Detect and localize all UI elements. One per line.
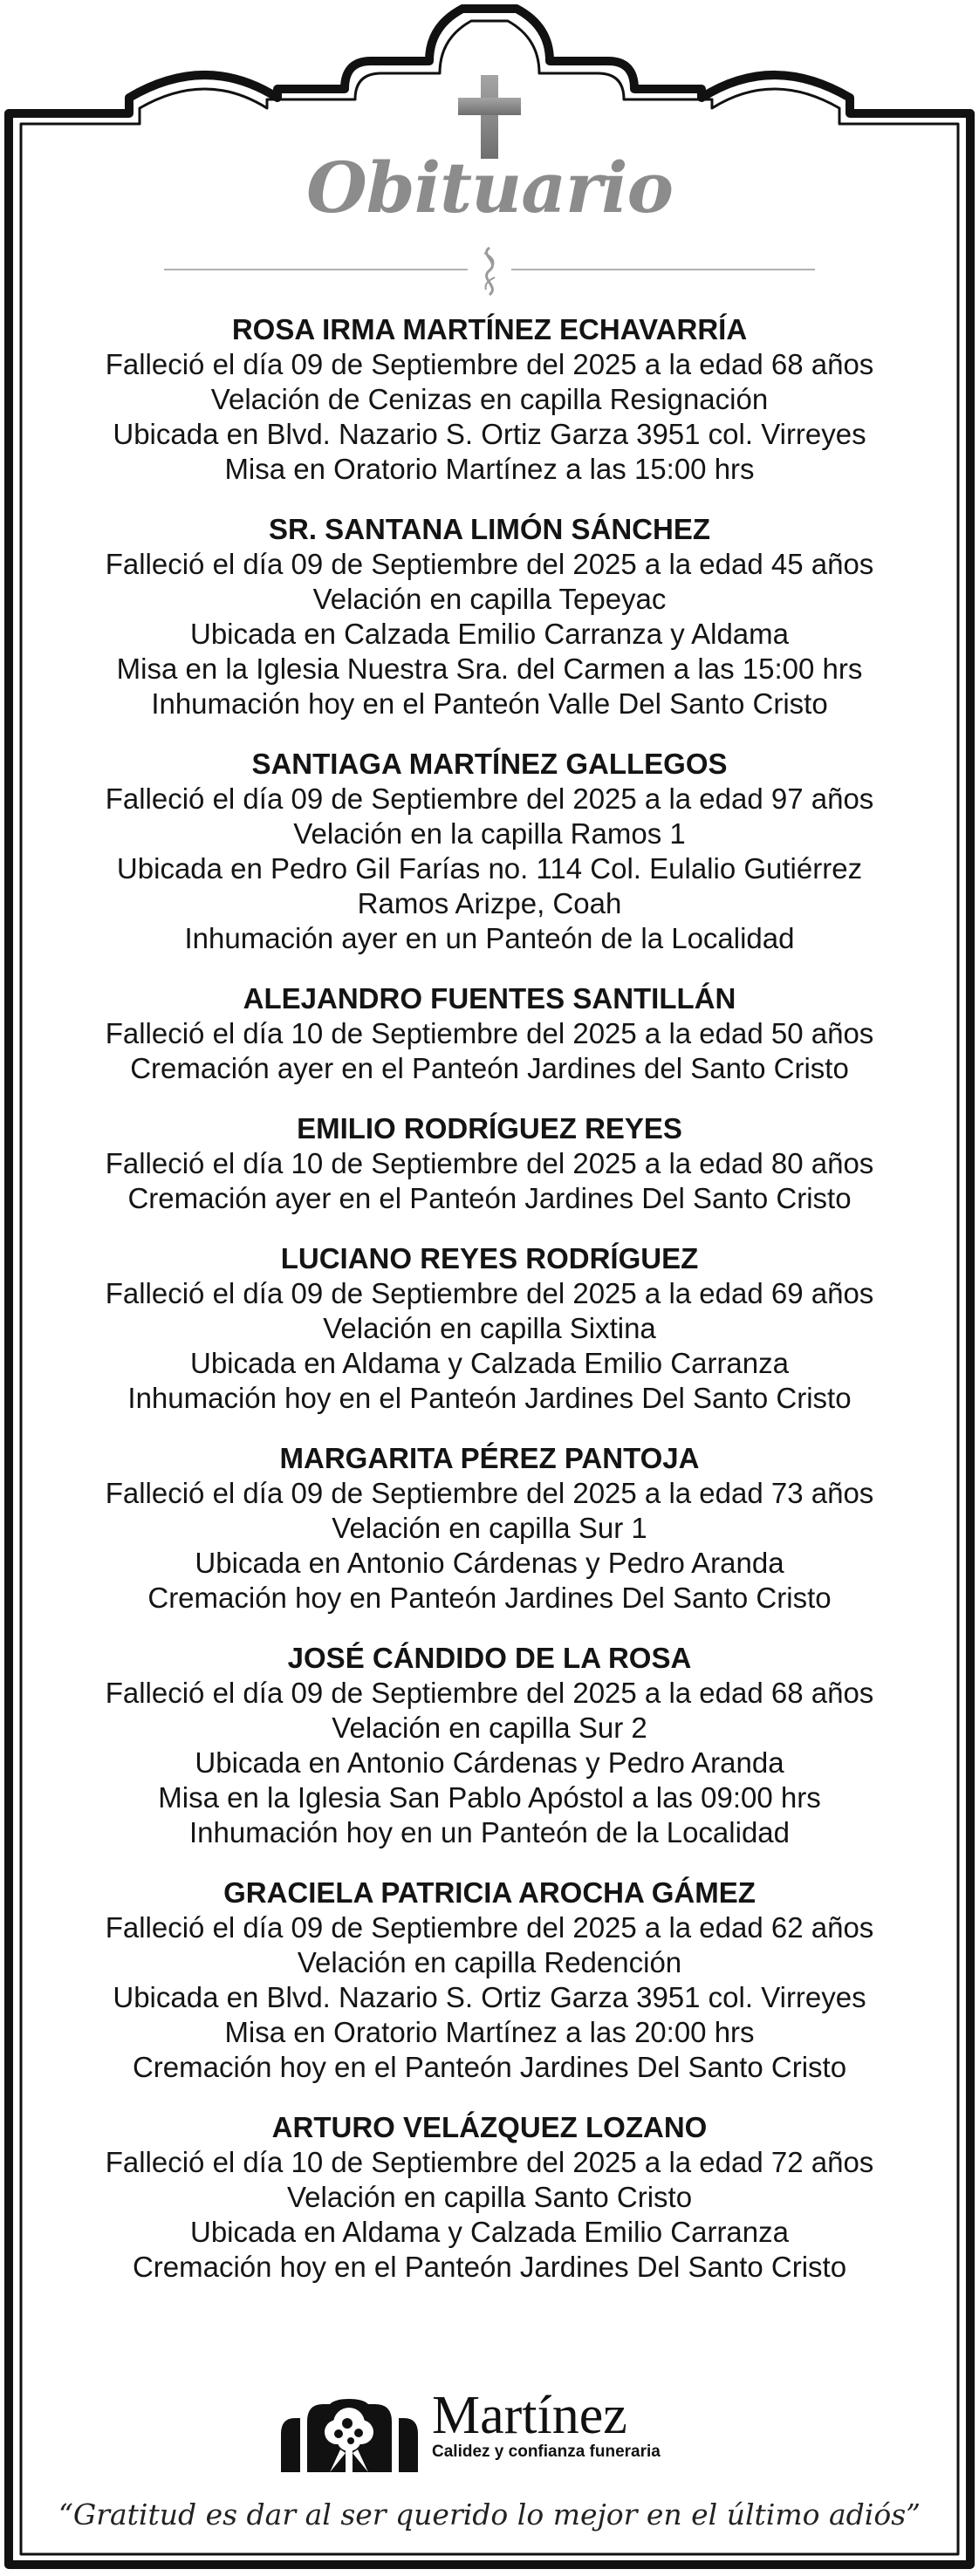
obituary-detail-line: Velación en capilla Redención — [297, 1946, 682, 1978]
obituary-detail-line: Falleció el día 09 de Septiembre del 2025 a la edad 73 años — [105, 1477, 874, 1509]
obituary-list — [52, 312, 927, 2310]
obituary-detail-line: Falleció el día 10 de Septiembre del 2025 a la edad 72 años — [105, 2146, 874, 2178]
obituary-entry — [52, 981, 927, 1086]
divider-left — [164, 269, 468, 270]
obituary-entry — [52, 1241, 927, 1416]
deceased-name: ROSA IRMA MARTÍNEZ ECHAVARRÍA — [231, 313, 748, 345]
obituary-detail-line: Inhumación ayer en un Panteón de la Localidad — [184, 922, 795, 954]
obituary-detail-line: Velación en capilla Sixtina — [323, 1312, 656, 1344]
deceased-name: LUCIANO REYES RODRÍGUEZ — [280, 1242, 699, 1274]
obituary-detail-line: Misa en la Iglesia Nuestra Sra. del Carmen a las 15:00 hrs — [116, 653, 863, 685]
deceased-name: SR. SANTANA LIMÓN SÁNCHEZ — [269, 513, 710, 545]
obituary-detail-line: Velación en capilla Tepeyac — [312, 583, 667, 615]
obituary-detail-line: Inhumación hoy en el Panteón Jardines Del Santo Cristo — [127, 1382, 852, 1414]
obituary-detail-line: Misa en Oratorio Martínez a las 15:00 hrs — [224, 453, 755, 485]
obituary-detail-line: Ubicada en Blvd. Nazario S. Ortiz Garza 3951 col. Virreyes — [113, 1981, 866, 2013]
brand-tagline: Calidez y confianza funeraria — [432, 2443, 661, 2461]
page-title: Obituario — [306, 147, 673, 229]
obituary-detail-line: Velación en capilla Santo Cristo — [286, 2181, 693, 2213]
obituary-detail-line: Cremación ayer en el Panteón Jardines del Santo Cristo — [130, 1052, 849, 1084]
obituary-detail-line: Inhumación hoy en el Panteón Valle Del Santo Cristo — [151, 687, 828, 720]
obituary-detail-line: Velación en la capilla Ramos 1 — [293, 817, 686, 850]
obituary-entry — [52, 512, 927, 721]
divider-right — [511, 269, 815, 270]
obituary-detail-line: Misa en la Iglesia San Pablo Apóstol a las 09:00 hrs — [158, 1781, 821, 1814]
flourish-icon — [476, 246, 503, 297]
obituary-detail-line: Cremación hoy en Panteón Jardines Del Santo Cristo — [147, 1582, 832, 1614]
obituary-detail-line: Falleció el día 10 de Septiembre del 2025 a la edad 50 años — [105, 1017, 874, 1049]
obituary-detail-line: Falleció el día 09 de Septiembre del 2025 a la edad 68 años — [105, 1677, 874, 1709]
obituary-entry — [52, 1111, 927, 1216]
obituary-detail-line: Ubicada en Calzada Emilio Carranza y Aldama — [189, 618, 789, 650]
footer-quote: “Gratitud es dar al ser querido lo mejor en el último adiós” — [58, 2497, 921, 2532]
obituary-detail-line: Falleció el día 09 de Septiembre del 2025 a la edad 62 años — [105, 1911, 874, 1944]
obituary-detail-line: Cremación hoy en el Panteón Jardines Del Santo Cristo — [132, 2051, 847, 2083]
obituary-detail-line: Ramos Arizpe, Coah — [357, 887, 622, 919]
obituary-detail-line: Falleció el día 09 de Septiembre del 2025 a la edad 68 años — [105, 348, 874, 380]
obituary-detail-line: Velación en capilla Sur 2 — [332, 1712, 647, 1744]
obituary-detail-line: Cremación hoy en el Panteón Jardines Del Santo Cristo — [132, 2251, 847, 2283]
obituary-entry — [52, 312, 927, 487]
obituary-entry — [52, 1641, 927, 1850]
obituary-detail-line: Cremación ayer en el Panteón Jardines Del Santo Cristo — [127, 1182, 852, 1214]
obituary-detail-line: Falleció el día 09 de Septiembre del 2025 a la edad 45 años — [105, 548, 874, 580]
obituary-detail-line: Ubicada en Antonio Cárdenas y Pedro Aranda — [195, 1547, 784, 1579]
chapel-tree-logo-icon — [277, 2397, 421, 2472]
deceased-name: JOSÉ CÁNDIDO DE LA ROSA — [287, 1642, 692, 1674]
obituary-detail-line: Misa en Oratorio Martínez a las 20:00 hrs — [224, 2016, 755, 2048]
deceased-name: ARTURO VELÁZQUEZ LOZANO — [271, 2111, 708, 2143]
obituary-detail-line: Falleció el día 09 de Septiembre del 2025 a la edad 69 años — [105, 1277, 874, 1309]
obituary-detail-line: Ubicada en Aldama y Calzada Emilio Carranza — [189, 1347, 789, 1379]
obituary-detail-line: Ubicada en Aldama y Calzada Emilio Carranza — [189, 2216, 789, 2248]
deceased-name: EMILIO RODRÍGUEZ REYES — [297, 1112, 682, 1145]
deceased-name: GRACIELA PATRICIA AROCHA GÁMEZ — [223, 1876, 756, 1909]
obituary-detail-line: Falleció el día 10 de Septiembre del 2025 a la edad 80 años — [105, 1147, 874, 1179]
obituary-detail-line: Falleció el día 09 de Septiembre del 2025 a la edad 97 años — [105, 782, 874, 815]
obituary-entry — [52, 1876, 927, 2085]
obituary-detail-line: Ubicada en Blvd. Nazario S. Ortiz Garza 3951 col. Virreyes — [113, 418, 866, 450]
obituary-entry — [52, 1441, 927, 1616]
obituary-entry — [52, 2110, 927, 2285]
obituary-detail-line: Ubicada en Pedro Gil Farías no. 114 Col. Eulalio Gutiérrez — [116, 852, 863, 885]
obituary-detail-line: Velación de Cenizas en capilla Resignación — [210, 383, 769, 415]
deceased-name: MARGARITA PÉREZ PANTOJA — [279, 1442, 700, 1474]
brand-name: Martínez — [432, 2386, 627, 2445]
obituary-detail-line: Inhumación hoy en un Panteón de la Localidad — [188, 1816, 791, 1848]
obituary-detail-line: Ubicada en Antonio Cárdenas y Pedro Aranda — [195, 1746, 784, 1779]
obituary-detail-line: Velación en capilla Sur 1 — [332, 1512, 647, 1544]
obituary-entry — [52, 747, 927, 956]
deceased-name: ALEJANDRO FUENTES SANTILLÁN — [243, 982, 736, 1015]
deceased-name: SANTIAGA MARTÍNEZ GALLEGOS — [251, 748, 728, 780]
